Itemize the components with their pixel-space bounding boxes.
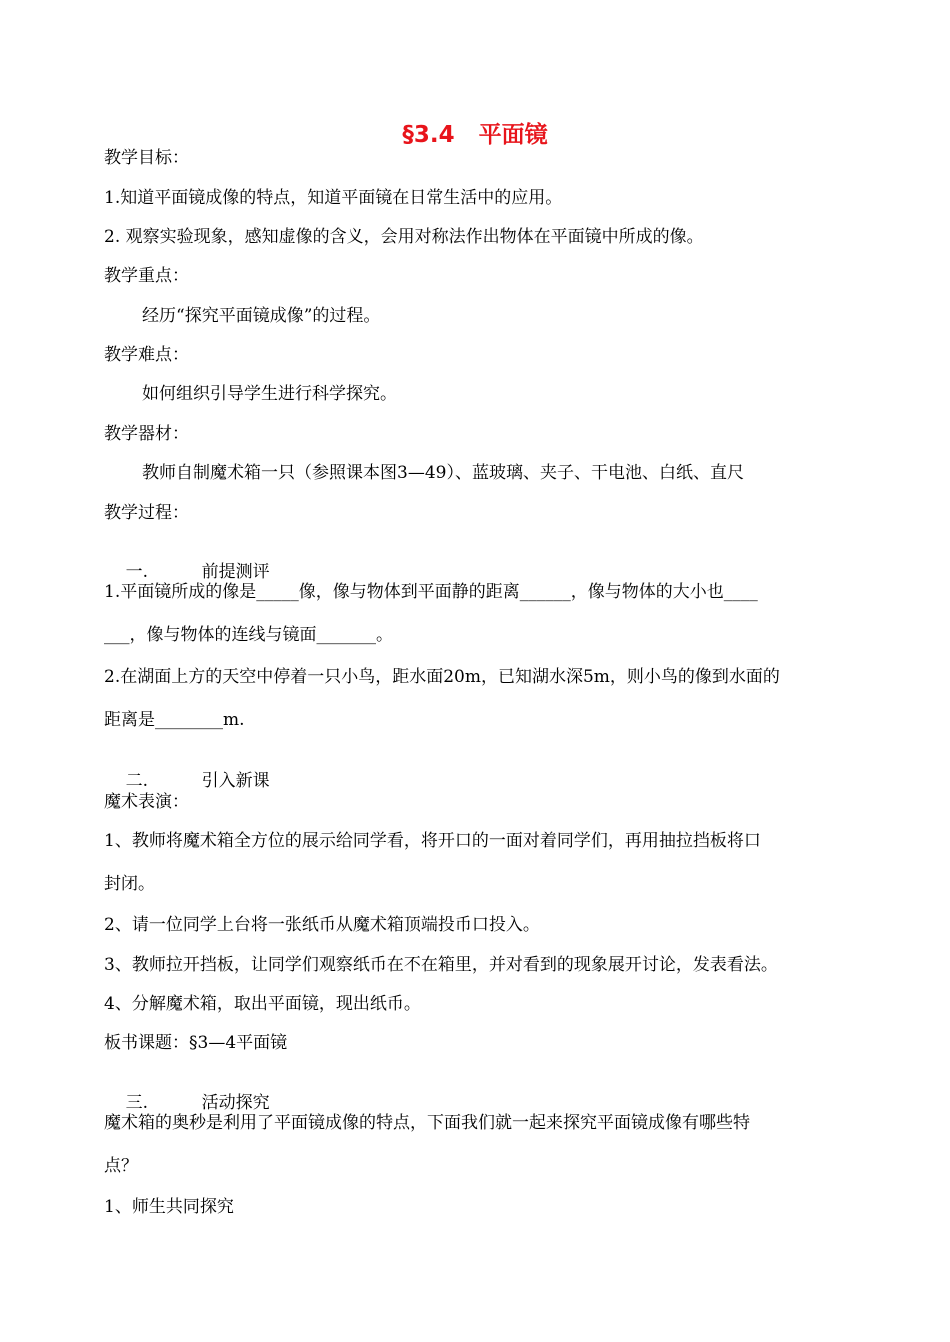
equipment-heading: 教学器材： <box>104 424 189 444</box>
magic-step-4: 4、分解魔术箱，取出平面镜，现出纸币。 <box>104 994 421 1014</box>
section-3-title: 活动探究 <box>201 1093 270 1113</box>
difficulty-text: 如何组织引导学生进行科学探究。 <box>142 384 397 404</box>
magic-step-2: 2、请一位同学上台将一张纸币从魔术箱顶端投币口投入。 <box>104 915 540 935</box>
board-title: 板书课题：§3—4平面镜 <box>104 1033 288 1053</box>
section-2-number: 二. <box>125 771 149 791</box>
objectives-heading: 教学目标： <box>104 148 189 168</box>
explore-step-1: 1、师生共同探究 <box>104 1197 234 1217</box>
magic-step-1-line-2: 封闭。 <box>104 874 155 894</box>
question-1-line-1: 1.平面镜所成的像是_____像，像与物体到平面静的距离______，像与物体的大小也____ <box>104 582 758 602</box>
magic-step-1-line-1: 1、教师将魔术箱全方位的展示给同学看，将开口的一面对着同学们，再用抽拉挡板将口 <box>104 831 761 851</box>
process-heading: 教学过程： <box>104 503 189 523</box>
equipment-text: 教师自制魔术箱一只（参照课本图3—49）、蓝玻璃、夹子、干电池、白纸、直尺 <box>142 463 744 483</box>
question-2-line-2: 距离是________m. <box>104 710 245 730</box>
question-1-line-2: ___，像与物体的连线与镜面_______。 <box>104 625 393 645</box>
key-points-text: 经历“探究平面镜成像”的过程。 <box>142 306 381 326</box>
section-1-number: 一. <box>125 562 149 582</box>
magic-step-3: 3、教师拉开挡板，让同学们观察纸币在不在箱里，并对看到的现象展开讨论，发表看法。 <box>104 955 778 975</box>
section-3-number: 三. <box>125 1093 149 1113</box>
magic-heading: 魔术表演： <box>104 792 189 812</box>
question-2-line-1: 2.在湖面上方的天空中停着一只小鸟，距水面20m，已知湖水深5m，则小鸟的像到水面的 <box>104 667 780 687</box>
section-2-title: 引入新课 <box>201 771 270 791</box>
key-points-heading: 教学重点： <box>104 266 189 286</box>
explore-intro-line-1: 魔术箱的奥秒是利用了平面镜成像的特点，下面我们就一起来探究平面镜成像有哪些特 <box>104 1113 750 1133</box>
page-title: §3.4 平面镜 <box>402 122 548 148</box>
section-1-title: 前提测评 <box>201 562 270 582</box>
objective-2: 2. 观察实验现象，感知虚像的含义，会用对称法作出物体在平面镜中所成的像。 <box>104 227 704 247</box>
difficulty-heading: 教学难点： <box>104 345 189 365</box>
explore-intro-line-2: 点？ <box>104 1156 138 1176</box>
objective-1: 1.知道平面镜成像的特点，知道平面镜在日常生活中的应用。 <box>104 188 563 208</box>
